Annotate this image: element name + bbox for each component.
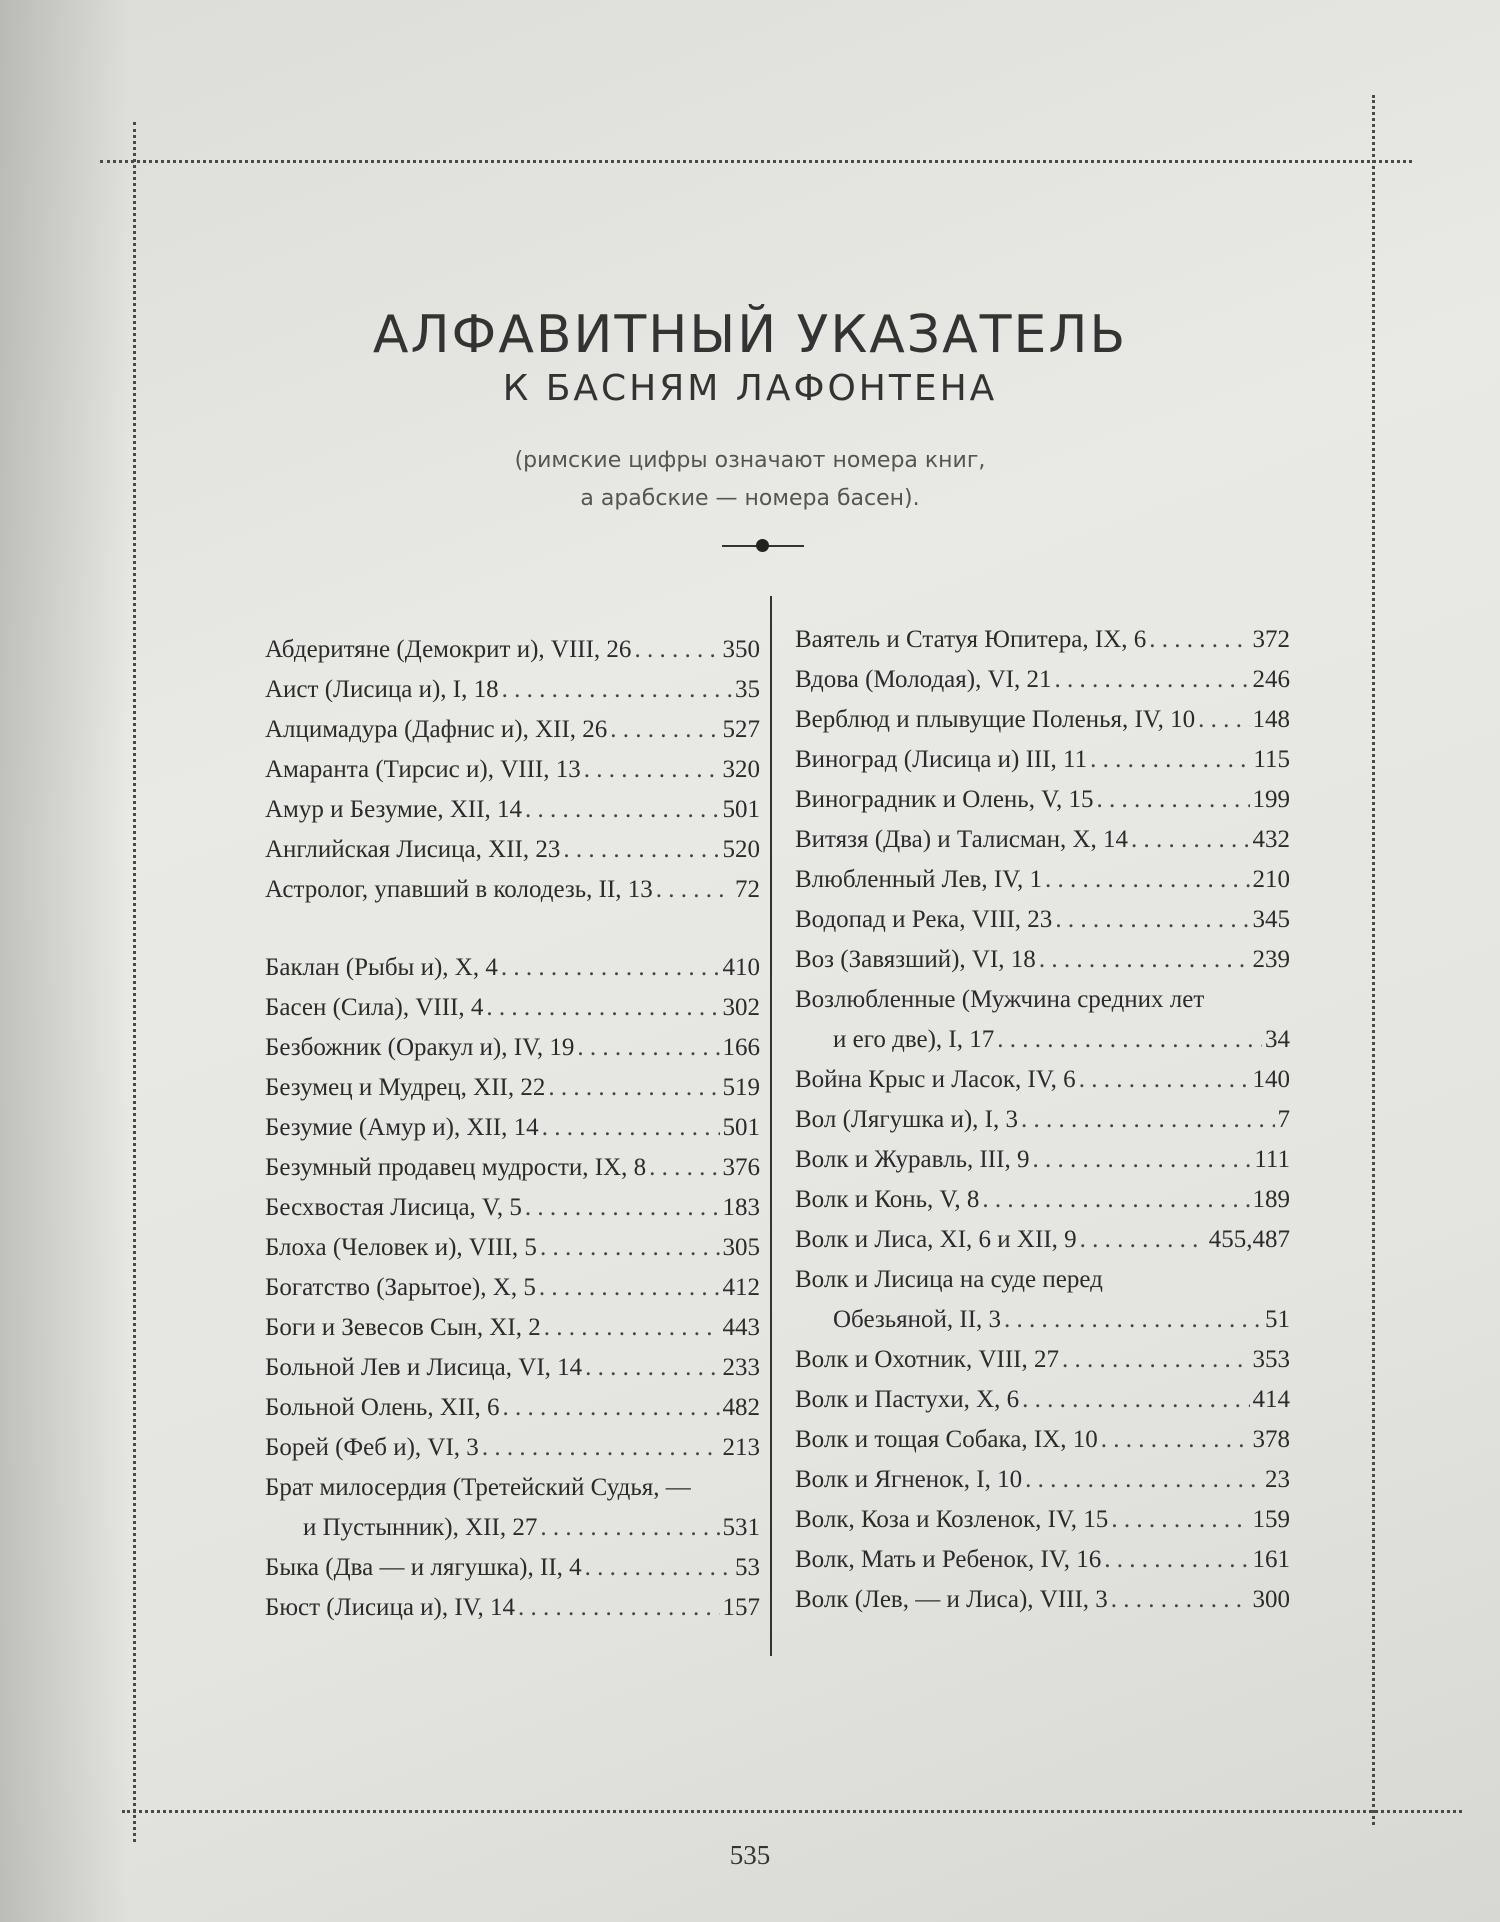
entry-title: и его две), I, 17 bbox=[833, 1026, 995, 1053]
index-entry bbox=[265, 1228, 760, 1268]
index-entry bbox=[265, 1068, 760, 1108]
entry-title: Волк и Конь, V, 8 bbox=[795, 1186, 980, 1213]
dot-leader bbox=[482, 1428, 720, 1468]
entry-title: Блоха (Человек и), VIII, 5 bbox=[265, 1234, 537, 1261]
entry-page: 378 bbox=[1252, 1426, 1290, 1453]
entry-title: Богатство (Зарытое), X, 5 bbox=[265, 1274, 536, 1301]
entry-title: Аист (Лисица и), I, 18 bbox=[265, 676, 499, 703]
index-entry bbox=[265, 750, 760, 790]
entry-title: Виноградник и Олень, V, 15 bbox=[795, 786, 1094, 813]
entry-page: 527 bbox=[722, 716, 760, 743]
index-entry bbox=[795, 1420, 1290, 1460]
entry-title: Волк и Лисица на суде перед bbox=[795, 1266, 1103, 1293]
entry-page: 320 bbox=[722, 756, 760, 783]
entry-page: 519 bbox=[722, 1074, 760, 1101]
dot-leader bbox=[577, 1028, 719, 1068]
entry-title: Безумец и Мудрец, XII, 22 bbox=[265, 1074, 546, 1101]
entry-title: Безумие (Амур и), XII, 14 bbox=[265, 1114, 539, 1141]
index-entry bbox=[795, 700, 1290, 740]
dot-leader bbox=[540, 1228, 720, 1268]
entry-page: 350 bbox=[722, 636, 760, 663]
entry-page: 482 bbox=[722, 1394, 760, 1421]
index-entry bbox=[265, 1428, 760, 1468]
index-entry bbox=[795, 1020, 1290, 1060]
index-note-line-2: а арабские — номера басен). bbox=[580, 486, 920, 511]
dot-leader bbox=[634, 630, 719, 670]
dot-leader bbox=[997, 1020, 1262, 1060]
index-entry bbox=[795, 1460, 1290, 1500]
dot-leader bbox=[1111, 1580, 1250, 1620]
entry-title: Амур и Безумие, XII, 14 bbox=[265, 796, 523, 823]
index-entry bbox=[265, 670, 760, 710]
index-entry bbox=[265, 1348, 760, 1388]
entry-title: Безбожник (Оракул и), IV, 19 bbox=[265, 1034, 575, 1061]
entry-page: 520 bbox=[722, 836, 760, 863]
dot-leader bbox=[1045, 860, 1249, 900]
dot-leader bbox=[1079, 1060, 1250, 1100]
dot-leader bbox=[1039, 940, 1250, 980]
entry-title: Амаранта (Тирсис и), VIII, 13 bbox=[265, 756, 581, 783]
entry-title: Ваятель и Статуя Юпитера, IX, 6 bbox=[795, 626, 1147, 653]
entry-page: 246 bbox=[1252, 666, 1290, 693]
entry-page: 233 bbox=[722, 1354, 760, 1381]
index-entry bbox=[795, 660, 1290, 700]
dot-leader bbox=[544, 1308, 720, 1348]
index-entry bbox=[795, 1100, 1290, 1140]
index-entry bbox=[265, 1548, 760, 1588]
entry-title: Волк и Охотник, VIII, 27 bbox=[795, 1346, 1059, 1373]
dot-leader bbox=[1004, 1300, 1262, 1340]
entry-page: 300 bbox=[1252, 1586, 1290, 1613]
entry-page: 199 bbox=[1252, 786, 1290, 813]
dot-leader bbox=[585, 1548, 732, 1588]
entry-title: Волк, Коза и Козленок, IV, 15 bbox=[795, 1506, 1109, 1533]
index-entry bbox=[265, 1268, 760, 1308]
entry-title: Возлюбленные (Мужчина средних лет bbox=[795, 986, 1205, 1013]
dot-leader bbox=[1062, 1340, 1250, 1380]
entry-title: Абдеритяне (Демокрит и), VIII, 26 bbox=[265, 636, 632, 663]
entry-title: Безумный продавец мудрости, IX, 8 bbox=[265, 1154, 647, 1181]
entry-page: 115 bbox=[1253, 746, 1290, 773]
entry-page: 443 bbox=[722, 1314, 760, 1341]
entry-title: Алцимадура (Дафнис и), XII, 26 bbox=[265, 716, 608, 743]
entry-page: 111 bbox=[1254, 1146, 1290, 1173]
index-entry bbox=[265, 1108, 760, 1148]
index-entry bbox=[795, 940, 1290, 980]
index-note bbox=[0, 442, 1500, 518]
dot-leader bbox=[1021, 1100, 1275, 1140]
index-entry bbox=[265, 1588, 760, 1628]
dot-leader bbox=[501, 948, 720, 988]
entry-title: Влюбленный Лев, IV, 1 bbox=[795, 866, 1043, 893]
entry-page: 183 bbox=[722, 1194, 760, 1221]
index-entry bbox=[795, 1380, 1290, 1420]
dot-leader bbox=[1111, 1500, 1249, 1540]
frame-top-rule bbox=[100, 160, 1412, 163]
dot-leader bbox=[1149, 620, 1249, 660]
dot-leader bbox=[1080, 1220, 1206, 1260]
entry-page: 432 bbox=[1252, 826, 1290, 853]
index-entry bbox=[265, 1028, 760, 1068]
index-note-line-1: (римские цифры означают номера книг, bbox=[514, 448, 986, 473]
entry-page: 501 bbox=[722, 1114, 760, 1141]
entry-page: 531 bbox=[722, 1514, 760, 1541]
index-entry bbox=[265, 1148, 760, 1188]
entry-page: 34 bbox=[1265, 1026, 1290, 1053]
entry-title: Бюст (Лисица и), IV, 14 bbox=[265, 1594, 516, 1621]
dot-leader bbox=[1090, 740, 1250, 780]
entry-title: Верблюд и плывущие Поленья, IV, 10 bbox=[795, 706, 1196, 733]
entry-page: 376 bbox=[722, 1154, 760, 1181]
entry-page: 72 bbox=[735, 876, 760, 903]
dot-leader bbox=[1025, 1460, 1262, 1500]
letter-gap bbox=[265, 910, 760, 948]
entry-title: Басен (Сила), VIII, 4 bbox=[265, 994, 484, 1021]
entry-page: 213 bbox=[722, 1434, 760, 1461]
entry-title: Волк, Мать и Ребенок, IV, 16 bbox=[795, 1546, 1102, 1573]
index-entry bbox=[265, 948, 760, 988]
entry-title: Волк и тощая Собака, IX, 10 bbox=[795, 1426, 1098, 1453]
entry-title: Воз (Завязший), VI, 18 bbox=[795, 946, 1036, 973]
dot-leader bbox=[486, 988, 719, 1028]
index-entry bbox=[265, 710, 760, 750]
dot-leader bbox=[1097, 780, 1250, 820]
entry-title: и Пустынник), XII, 27 bbox=[303, 1514, 538, 1541]
entry-title: Брат милосердия (Третейский Судья, — bbox=[265, 1474, 691, 1501]
entry-title: Виноград (Лисица и) III, 11 bbox=[795, 746, 1088, 773]
entry-page: 51 bbox=[1265, 1306, 1290, 1333]
index-entry bbox=[795, 620, 1290, 660]
entry-title: Волк и Лиса, XI, 6 и XII, 9 bbox=[795, 1226, 1077, 1253]
entry-page: 305 bbox=[722, 1234, 760, 1261]
entry-page: 239 bbox=[1252, 946, 1290, 973]
dot-leader bbox=[542, 1108, 720, 1148]
dot-leader bbox=[656, 870, 732, 910]
dot-leader bbox=[585, 1348, 719, 1388]
page-shadow bbox=[0, 0, 130, 1922]
entry-page: 455,487 bbox=[1208, 1226, 1290, 1253]
index-entry bbox=[795, 1300, 1290, 1340]
entry-title: Бесхвостая Лисица, V, 5 bbox=[265, 1194, 522, 1221]
index-entry bbox=[795, 860, 1290, 900]
entry-title: Быка (Два — и лягушка), II, 4 bbox=[265, 1554, 582, 1581]
entry-page: 210 bbox=[1252, 866, 1290, 893]
entry-page: 302 bbox=[722, 994, 760, 1021]
entry-title: Волк (Лев, — и Лиса), VIII, 3 bbox=[795, 1586, 1108, 1613]
entry-page: 414 bbox=[1252, 1386, 1290, 1413]
ornament-dot bbox=[756, 539, 769, 552]
entry-page: 412 bbox=[722, 1274, 760, 1301]
dot-leader bbox=[1032, 1140, 1251, 1180]
entry-title: Больной Лев и Лисица, VI, 14 bbox=[265, 1354, 583, 1381]
entry-page: 53 bbox=[735, 1554, 760, 1581]
dot-leader bbox=[525, 790, 719, 830]
index-entry bbox=[265, 630, 760, 670]
frame-bottom-rule bbox=[122, 1810, 1462, 1813]
entry-title: Вдова (Молодая), VI, 21 bbox=[795, 666, 1052, 693]
index-entry bbox=[795, 740, 1290, 780]
dot-leader bbox=[518, 1588, 719, 1628]
dot-leader bbox=[1101, 1420, 1250, 1460]
entry-page: 372 bbox=[1252, 626, 1290, 653]
dot-leader bbox=[1198, 700, 1249, 740]
page-subtitle: К БАСНЯМ ЛАФОНТЕНА bbox=[502, 368, 998, 409]
dot-leader bbox=[1054, 660, 1249, 700]
entry-page: 157 bbox=[722, 1594, 760, 1621]
index-entry bbox=[265, 1388, 760, 1428]
entry-title: Астролог, упавший в колодезь, II, 13 bbox=[265, 876, 653, 903]
entry-page: 345 bbox=[1252, 906, 1290, 933]
entry-title: Вол (Лягушка и), I, 3 bbox=[795, 1106, 1018, 1133]
entry-title: Волк и Ягненок, I, 10 bbox=[795, 1466, 1023, 1493]
index-entry bbox=[265, 870, 760, 910]
dot-leader bbox=[1131, 820, 1249, 860]
dot-leader bbox=[563, 830, 719, 870]
dot-leader bbox=[548, 1068, 719, 1108]
index-entry bbox=[795, 820, 1290, 860]
entry-page: 148 bbox=[1252, 706, 1290, 733]
index-entry bbox=[265, 1508, 760, 1548]
index-entry bbox=[795, 1180, 1290, 1220]
dot-leader bbox=[1022, 1380, 1249, 1420]
index-entry bbox=[795, 1580, 1290, 1620]
entry-page: 166 bbox=[722, 1034, 760, 1061]
ornament-divider bbox=[722, 536, 804, 556]
entry-page: 501 bbox=[722, 796, 760, 823]
entry-title: Английская Лисица, XII, 23 bbox=[265, 836, 561, 863]
entry-title: Водопад и Река, VIII, 23 bbox=[795, 906, 1053, 933]
dot-leader bbox=[1104, 1540, 1249, 1580]
entry-page: 353 bbox=[1252, 1346, 1290, 1373]
entry-title: Волк и Пастухи, X, 6 bbox=[795, 1386, 1020, 1413]
entry-title: Борей (Феб и), VI, 3 bbox=[265, 1434, 479, 1461]
dot-leader bbox=[503, 1388, 720, 1428]
entry-title: Война Крыс и Ласок, IV, 6 bbox=[795, 1066, 1076, 1093]
index-entry bbox=[265, 1188, 760, 1228]
dot-leader bbox=[982, 1180, 1249, 1220]
entry-page: 189 bbox=[1252, 1186, 1290, 1213]
index-entry bbox=[795, 1540, 1290, 1580]
dot-leader bbox=[584, 750, 720, 790]
entry-title: Волк и Журавль, III, 9 bbox=[795, 1146, 1030, 1173]
entry-title: Боги и Зевесов Сын, XI, 2 bbox=[265, 1314, 541, 1341]
entry-page: 140 bbox=[1252, 1066, 1290, 1093]
page-title: АЛФАВИТНЫЙ УКАЗАТЕЛЬ bbox=[372, 304, 1128, 365]
index-entry bbox=[265, 988, 760, 1028]
dot-leader bbox=[610, 710, 719, 750]
dot-leader bbox=[539, 1268, 720, 1308]
entry-title: Больной Олень, XII, 6 bbox=[265, 1394, 500, 1421]
entry-page: 159 bbox=[1252, 1506, 1290, 1533]
index-entry bbox=[795, 980, 1290, 1020]
index-entry bbox=[795, 1220, 1290, 1260]
dot-leader bbox=[525, 1188, 720, 1228]
entry-page: 35 bbox=[735, 676, 760, 703]
index-entry bbox=[795, 900, 1290, 940]
entry-page: 161 bbox=[1252, 1546, 1290, 1573]
entry-page: 23 bbox=[1265, 1466, 1290, 1493]
dot-leader bbox=[1055, 900, 1249, 940]
index-column-right bbox=[795, 620, 1290, 1620]
entry-page: 7 bbox=[1277, 1106, 1290, 1133]
index-entry bbox=[795, 780, 1290, 820]
dot-leader bbox=[540, 1508, 719, 1548]
index-entry bbox=[265, 1308, 760, 1348]
dot-leader bbox=[502, 670, 732, 710]
entry-title: Баклан (Рыбы и), X, 4 bbox=[265, 954, 498, 981]
index-entry bbox=[795, 1060, 1290, 1100]
page-number: 535 bbox=[729, 1840, 771, 1870]
index-entry bbox=[265, 830, 760, 870]
index-entry bbox=[795, 1340, 1290, 1380]
index-entry bbox=[265, 790, 760, 830]
dot-leader bbox=[649, 1148, 719, 1188]
index-entry bbox=[265, 1468, 760, 1508]
index-entry bbox=[795, 1260, 1290, 1300]
entry-page: 410 bbox=[722, 954, 760, 981]
index-column-left bbox=[265, 630, 760, 1628]
index-entry bbox=[795, 1500, 1290, 1540]
entry-title: Обезьяной, II, 3 bbox=[833, 1306, 1002, 1333]
column-divider bbox=[770, 596, 772, 1656]
entry-title: Витязя (Два) и Талисман, X, 14 bbox=[795, 826, 1129, 853]
index-entry bbox=[795, 1140, 1290, 1180]
